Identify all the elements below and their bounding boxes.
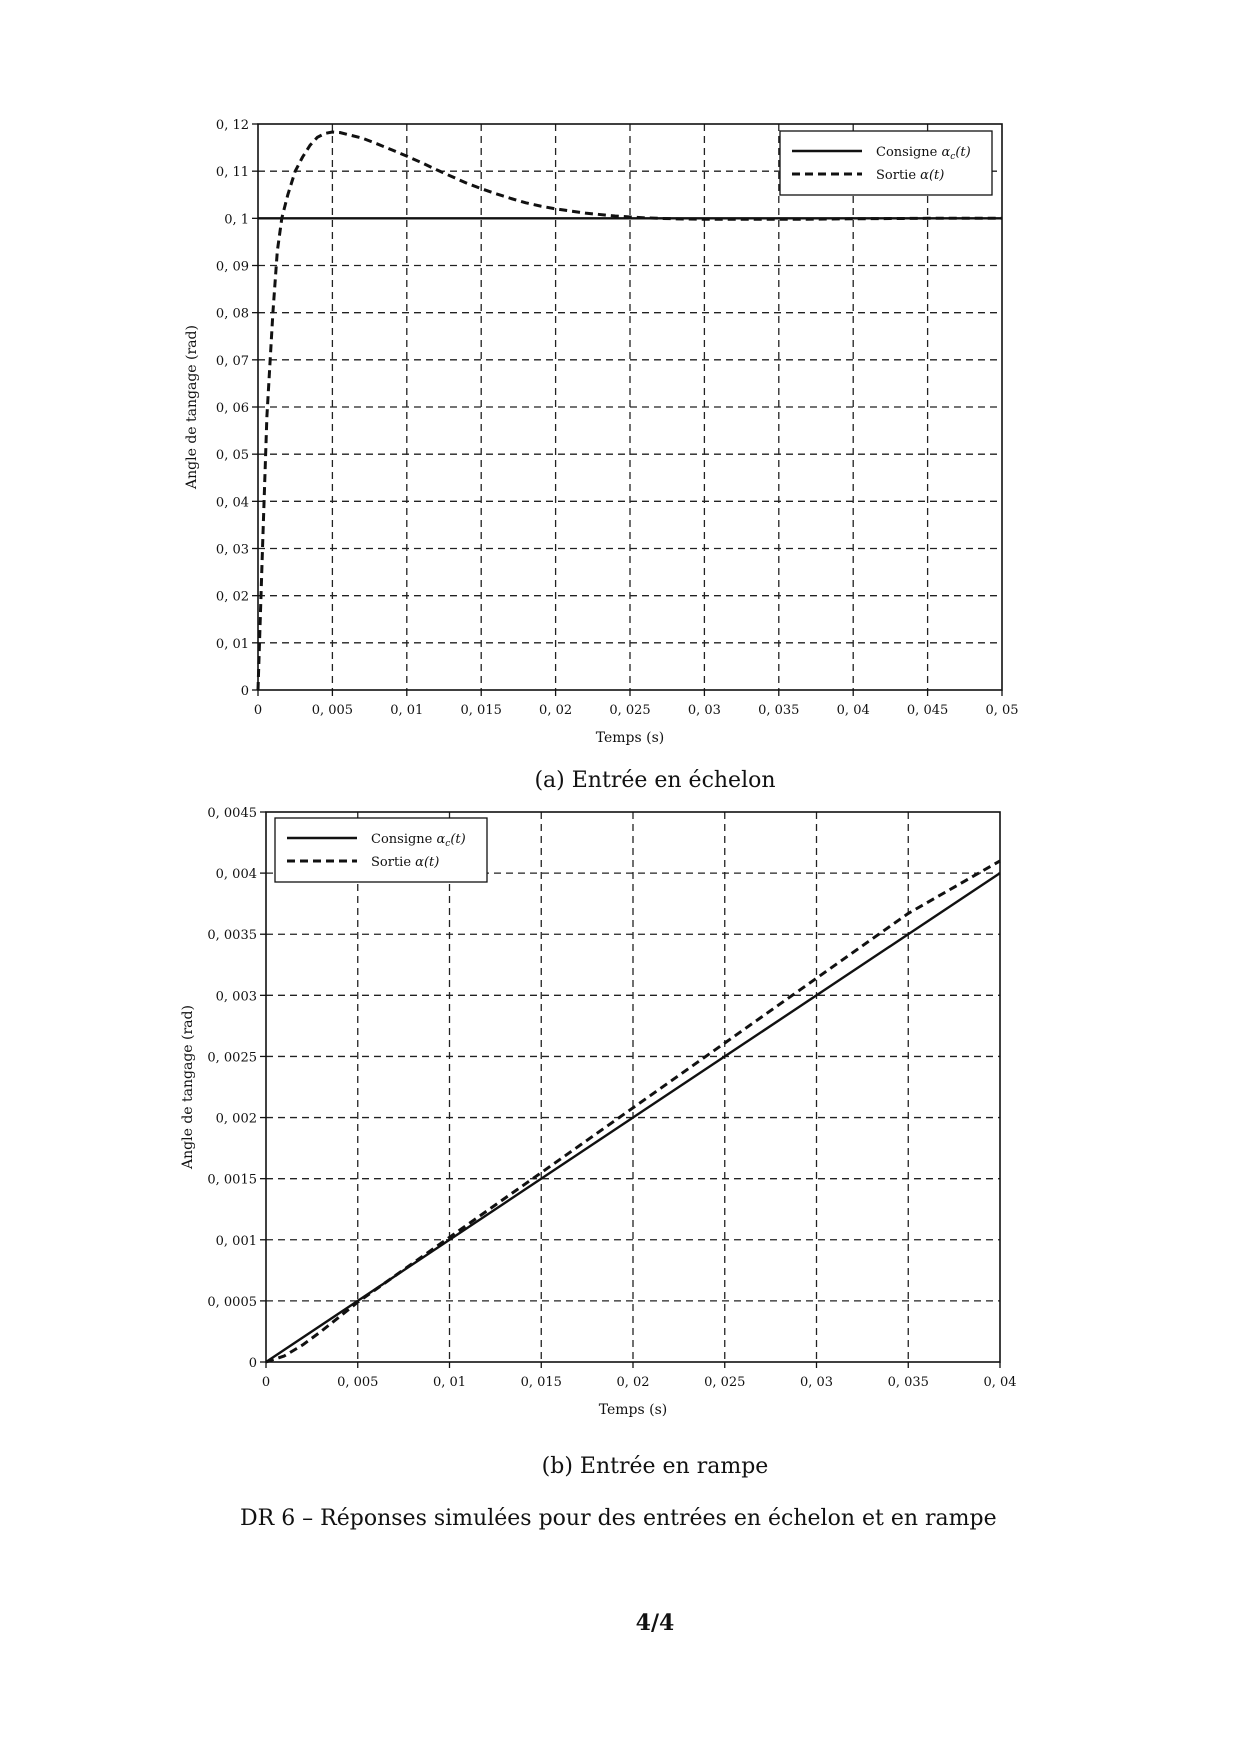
chart-b-caption: (b) Entrée en rampe <box>541 1454 769 1479</box>
legend-subscript: c <box>445 839 451 849</box>
x-tick-label: 0, 05 <box>985 703 1019 718</box>
legend-tail: (t) <box>928 168 945 183</box>
y-tick-label: 0, 1 <box>224 212 249 228</box>
y-tick-label: 0, 0005 <box>207 1294 257 1310</box>
plot-frame <box>266 812 1000 1362</box>
y-tick-label: 0, 0045 <box>207 806 257 821</box>
y-axis-label: Angle de tangage (rad) <box>180 1005 196 1169</box>
y-tick-label: 0, 11 <box>215 165 249 181</box>
legend-box <box>275 818 487 882</box>
y-tick-label: 0, 001 <box>215 1233 257 1249</box>
x-tick-label: 0, 035 <box>758 703 800 718</box>
x-tick-label: 0, 01 <box>432 1375 467 1390</box>
x-tick-label: 0, 025 <box>704 1375 746 1390</box>
x-tick-label: 0, 005 <box>311 703 354 718</box>
legend-text: Consigne <box>876 145 942 160</box>
y-tick-label: 0, 004 <box>215 867 257 883</box>
legend-tail: (t) <box>955 145 971 160</box>
x-axis-label: Temps (s) <box>595 730 665 746</box>
y-tick-label: 0, 09 <box>215 259 249 275</box>
figure-caption: DR 6 – Réponses simulées pour des entrées en échelon et en rampe <box>240 1506 997 1531</box>
legend-text: Consigne <box>371 832 437 847</box>
legend-symbol: α <box>920 168 929 183</box>
y-tick-label: 0, 0025 <box>207 1050 257 1066</box>
chart-a-caption: (a) Entrée en échelon <box>534 768 776 793</box>
y-tick-label: 0 <box>240 684 249 699</box>
x-tick-label: 0, 03 <box>687 703 721 718</box>
y-tick-label: 0, 0035 <box>207 928 257 944</box>
x-tick-label: 0, 03 <box>799 1375 834 1390</box>
y-tick-label: 0, 06 <box>215 401 249 416</box>
x-tick-label: 0, 02 <box>616 1375 650 1390</box>
y-tick-label: 0, 07 <box>215 353 249 369</box>
x-tick-label: 0, 005 <box>337 1375 379 1390</box>
y-tick-label: 0 <box>248 1356 257 1371</box>
x-tick-label: 0, 025 <box>609 703 651 718</box>
y-tick-label: 0, 002 <box>215 1111 257 1127</box>
y-tick-label: 0, 08 <box>215 306 249 322</box>
legend-tail: (t) <box>450 832 466 847</box>
x-tick-label: 0, 015 <box>520 1375 562 1390</box>
y-tick-label: 0, 03 <box>215 542 249 558</box>
y-tick-label: 0, 003 <box>215 989 257 1005</box>
legend-symbol: α <box>415 855 424 870</box>
y-tick-label: 0, 02 <box>215 589 249 605</box>
x-axis-label: Temps (s) <box>598 1402 668 1418</box>
y-tick-label: 0, 04 <box>215 495 249 511</box>
y-tick-label: 0, 05 <box>215 448 249 464</box>
legend-symbol: α <box>941 145 951 160</box>
x-tick-label: 0, 01 <box>390 703 424 718</box>
legend <box>275 818 487 882</box>
legend-text: Sortie <box>876 168 921 183</box>
x-tick-label: 0, 045 <box>906 703 949 718</box>
y-tick-label: 0, 01 <box>215 636 249 652</box>
legend-text: Sortie <box>371 855 416 870</box>
x-tick-label: 0 <box>253 703 263 718</box>
page-number: 4/4 <box>635 1610 675 1636</box>
legend-tail: (t) <box>423 855 440 870</box>
y-tick-label: 0, 12 <box>215 118 249 133</box>
x-tick-label: 0 <box>261 1375 271 1390</box>
legend-subscript: c <box>950 152 956 162</box>
x-tick-label: 0, 02 <box>539 703 573 718</box>
x-tick-label: 0, 035 <box>887 1375 929 1390</box>
x-tick-label: 0, 04 <box>836 703 870 718</box>
legend-sortie-label <box>371 855 439 870</box>
x-tick-label: 0, 04 <box>983 1375 1017 1390</box>
legend-consigne-label <box>371 832 466 849</box>
x-tick-label: 0, 015 <box>460 703 502 718</box>
y-tick-label: 0, 0015 <box>207 1172 257 1188</box>
y-axis-label: Angle de tangage (rad) <box>184 325 200 489</box>
legend-symbol: α <box>436 832 446 847</box>
